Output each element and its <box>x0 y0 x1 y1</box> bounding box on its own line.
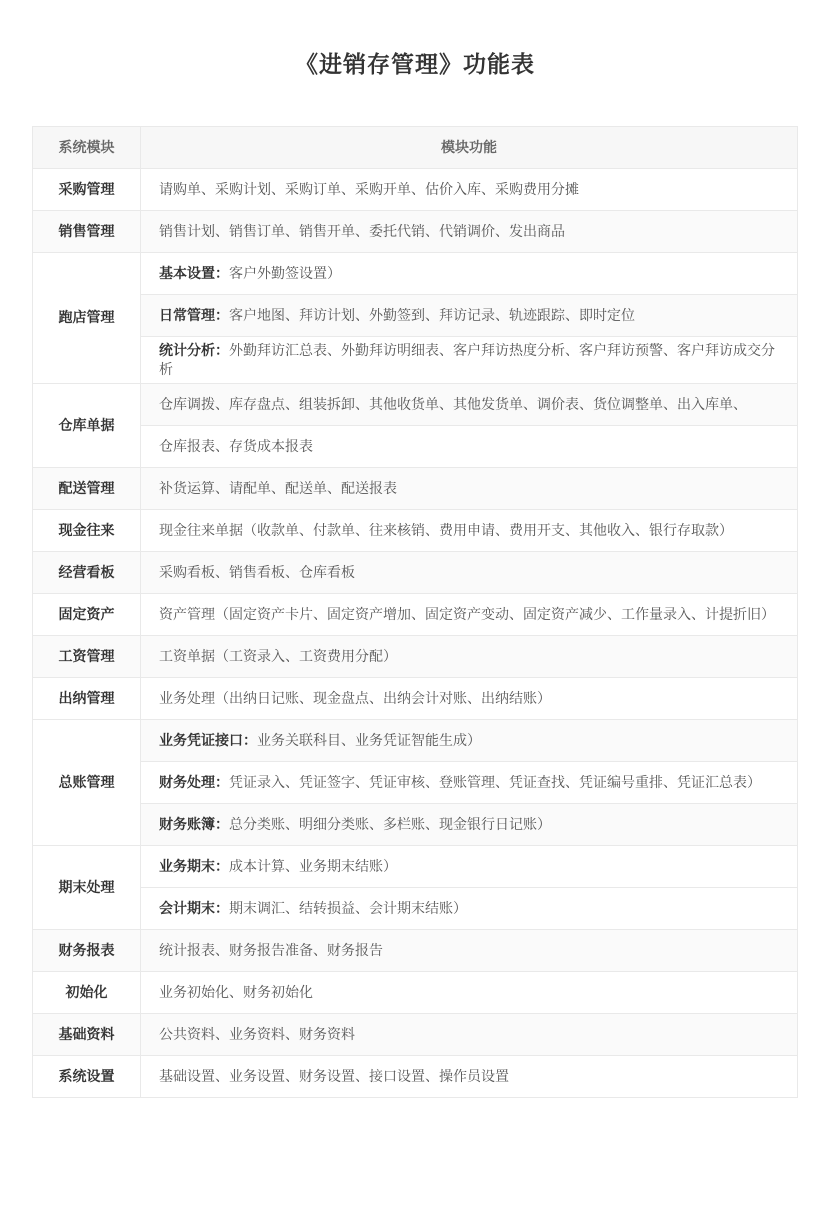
function-list: 凭证录入、凭证签字、凭证审核、登账管理、凭证查找、凭证编号重排、凭证汇总表） <box>229 773 761 790</box>
table-head <box>33 127 798 169</box>
function-list: 外勤拜访汇总表、外勤拜访明细表、客户拜访热度分析、客户拜访预警、客户拜访成交分析 <box>159 342 775 377</box>
module-cell: 工资管理 <box>33 635 141 677</box>
module-cell: 仓库单据 <box>33 383 141 467</box>
function-list: 统计报表、财务报告准备、财务报告 <box>159 941 383 958</box>
function-list: 请购单、采购计划、采购订单、采购开单、估价入库、采购费用分摊 <box>159 181 579 198</box>
function-list: 销售计划、销售订单、销售开单、委托代销、代销调价、发出商品 <box>159 223 565 240</box>
table-row <box>33 1013 798 1055</box>
table-row <box>33 803 798 845</box>
function-cell <box>141 1055 798 1097</box>
page <box>0 46 830 1098</box>
function-list: 公共资料、业务资料、财务资料 <box>159 1025 355 1042</box>
function-group-label: 统计分析： <box>159 342 229 358</box>
function-group-label: 业务期末： <box>159 857 229 874</box>
module-cell: 配送管理 <box>33 467 141 509</box>
function-group-label: 财务处理： <box>159 773 229 790</box>
table-row <box>33 635 798 677</box>
module-cell: 经营看板 <box>33 551 141 593</box>
table-row <box>33 467 798 509</box>
function-list: 业务处理（出纳日记账、现金盘点、出纳会计对账、出纳结账） <box>159 689 551 706</box>
function-list: 现金往来单据（收款单、付款单、往来核销、费用申请、费用开支、其他收入、银行存取款） <box>159 521 733 538</box>
module-cell: 系统设置 <box>33 1055 141 1097</box>
module-cell: 期末处理 <box>33 845 141 929</box>
function-list: 补货运算、请配单、配送单、配送报表 <box>159 479 397 496</box>
function-list: 业务初始化、财务初始化 <box>159 983 313 1000</box>
function-cell <box>141 467 798 509</box>
function-list: 成本计算、业务期末结账） <box>229 857 397 874</box>
function-cell <box>141 929 798 971</box>
table-row <box>33 845 798 887</box>
module-cell: 跑店管理 <box>33 253 141 384</box>
function-group-label: 财务账簿： <box>159 815 229 832</box>
function-cell <box>141 211 798 253</box>
table-row <box>33 677 798 719</box>
function-list: 资产管理（固定资产卡片、固定资产增加、固定资产变动、固定资产减少、工作量录入、计提折旧） <box>159 605 775 622</box>
function-list: 总分类账、明细分类账、多栏账、现金银行日记账） <box>229 815 551 832</box>
function-cell <box>141 593 798 635</box>
function-list: 客户外勤签设置） <box>229 265 341 282</box>
function-list: 客户地图、拜访计划、外勤签到、拜访记录、轨迹跟踪、即时定位 <box>229 307 635 324</box>
table-row <box>33 929 798 971</box>
function-list: 采购看板、销售看板、仓库看板 <box>159 563 355 580</box>
function-cell <box>141 383 798 425</box>
table-row <box>33 295 798 337</box>
table-row <box>33 761 798 803</box>
header-cell-functions: 模块功能 <box>141 127 798 169</box>
function-cell <box>141 887 798 929</box>
function-group-label: 会计期末： <box>159 899 229 916</box>
table-row <box>33 169 798 211</box>
table-row <box>33 337 798 384</box>
function-list: 基础设置、业务设置、财务设置、接口设置、操作员设置 <box>159 1067 509 1084</box>
function-cell <box>141 295 798 337</box>
function-cell <box>141 509 798 551</box>
module-cell: 销售管理 <box>33 211 141 253</box>
function-cell <box>141 971 798 1013</box>
module-cell: 财务报表 <box>33 929 141 971</box>
module-cell: 出纳管理 <box>33 677 141 719</box>
table-row <box>33 971 798 1013</box>
function-cell <box>141 551 798 593</box>
module-cell: 固定资产 <box>33 593 141 635</box>
module-cell: 初始化 <box>33 971 141 1013</box>
function-list: 仓库报表、存货成本报表 <box>159 437 313 454</box>
table-row <box>33 551 798 593</box>
header-cell-module: 系统模块 <box>33 127 141 169</box>
table-row <box>33 719 798 761</box>
page-title: 《进销存管理》功能表 <box>295 51 535 77</box>
function-list: 期末调汇、结转损益、会计期末结账） <box>229 899 467 916</box>
module-cell: 现金往来 <box>33 509 141 551</box>
function-cell <box>141 337 798 384</box>
function-cell <box>141 1013 798 1055</box>
function-group-label: 日常管理： <box>159 307 229 324</box>
table-body <box>33 169 798 1098</box>
module-cell: 基础资料 <box>33 1013 141 1055</box>
function-cell <box>141 635 798 677</box>
table-row <box>33 211 798 253</box>
function-list: 业务关联科目、业务凭证智能生成） <box>257 731 481 748</box>
function-group-label: 业务凭证接口： <box>159 731 257 748</box>
function-cell <box>141 803 798 845</box>
function-cell <box>141 169 798 211</box>
function-list: 工资单据（工资录入、工资费用分配） <box>159 647 397 664</box>
function-cell <box>141 677 798 719</box>
table-row <box>33 593 798 635</box>
feature-table <box>32 126 798 1098</box>
table-row <box>33 383 798 425</box>
function-cell <box>141 719 798 761</box>
function-cell <box>141 253 798 295</box>
module-cell: 采购管理 <box>33 169 141 211</box>
module-cell: 总账管理 <box>33 719 141 845</box>
table-row <box>33 425 798 467</box>
function-cell <box>141 425 798 467</box>
function-group-label: 基本设置： <box>159 265 229 282</box>
table-row <box>33 253 798 295</box>
table-row <box>33 1055 798 1097</box>
function-cell <box>141 761 798 803</box>
table-row <box>33 887 798 929</box>
header-row <box>33 127 798 169</box>
function-cell <box>141 845 798 887</box>
function-list: 仓库调拨、库存盘点、组装拆卸、其他收货单、其他发货单、调价表、货位调整单、出入库单、 <box>159 395 747 412</box>
table-row <box>33 509 798 551</box>
